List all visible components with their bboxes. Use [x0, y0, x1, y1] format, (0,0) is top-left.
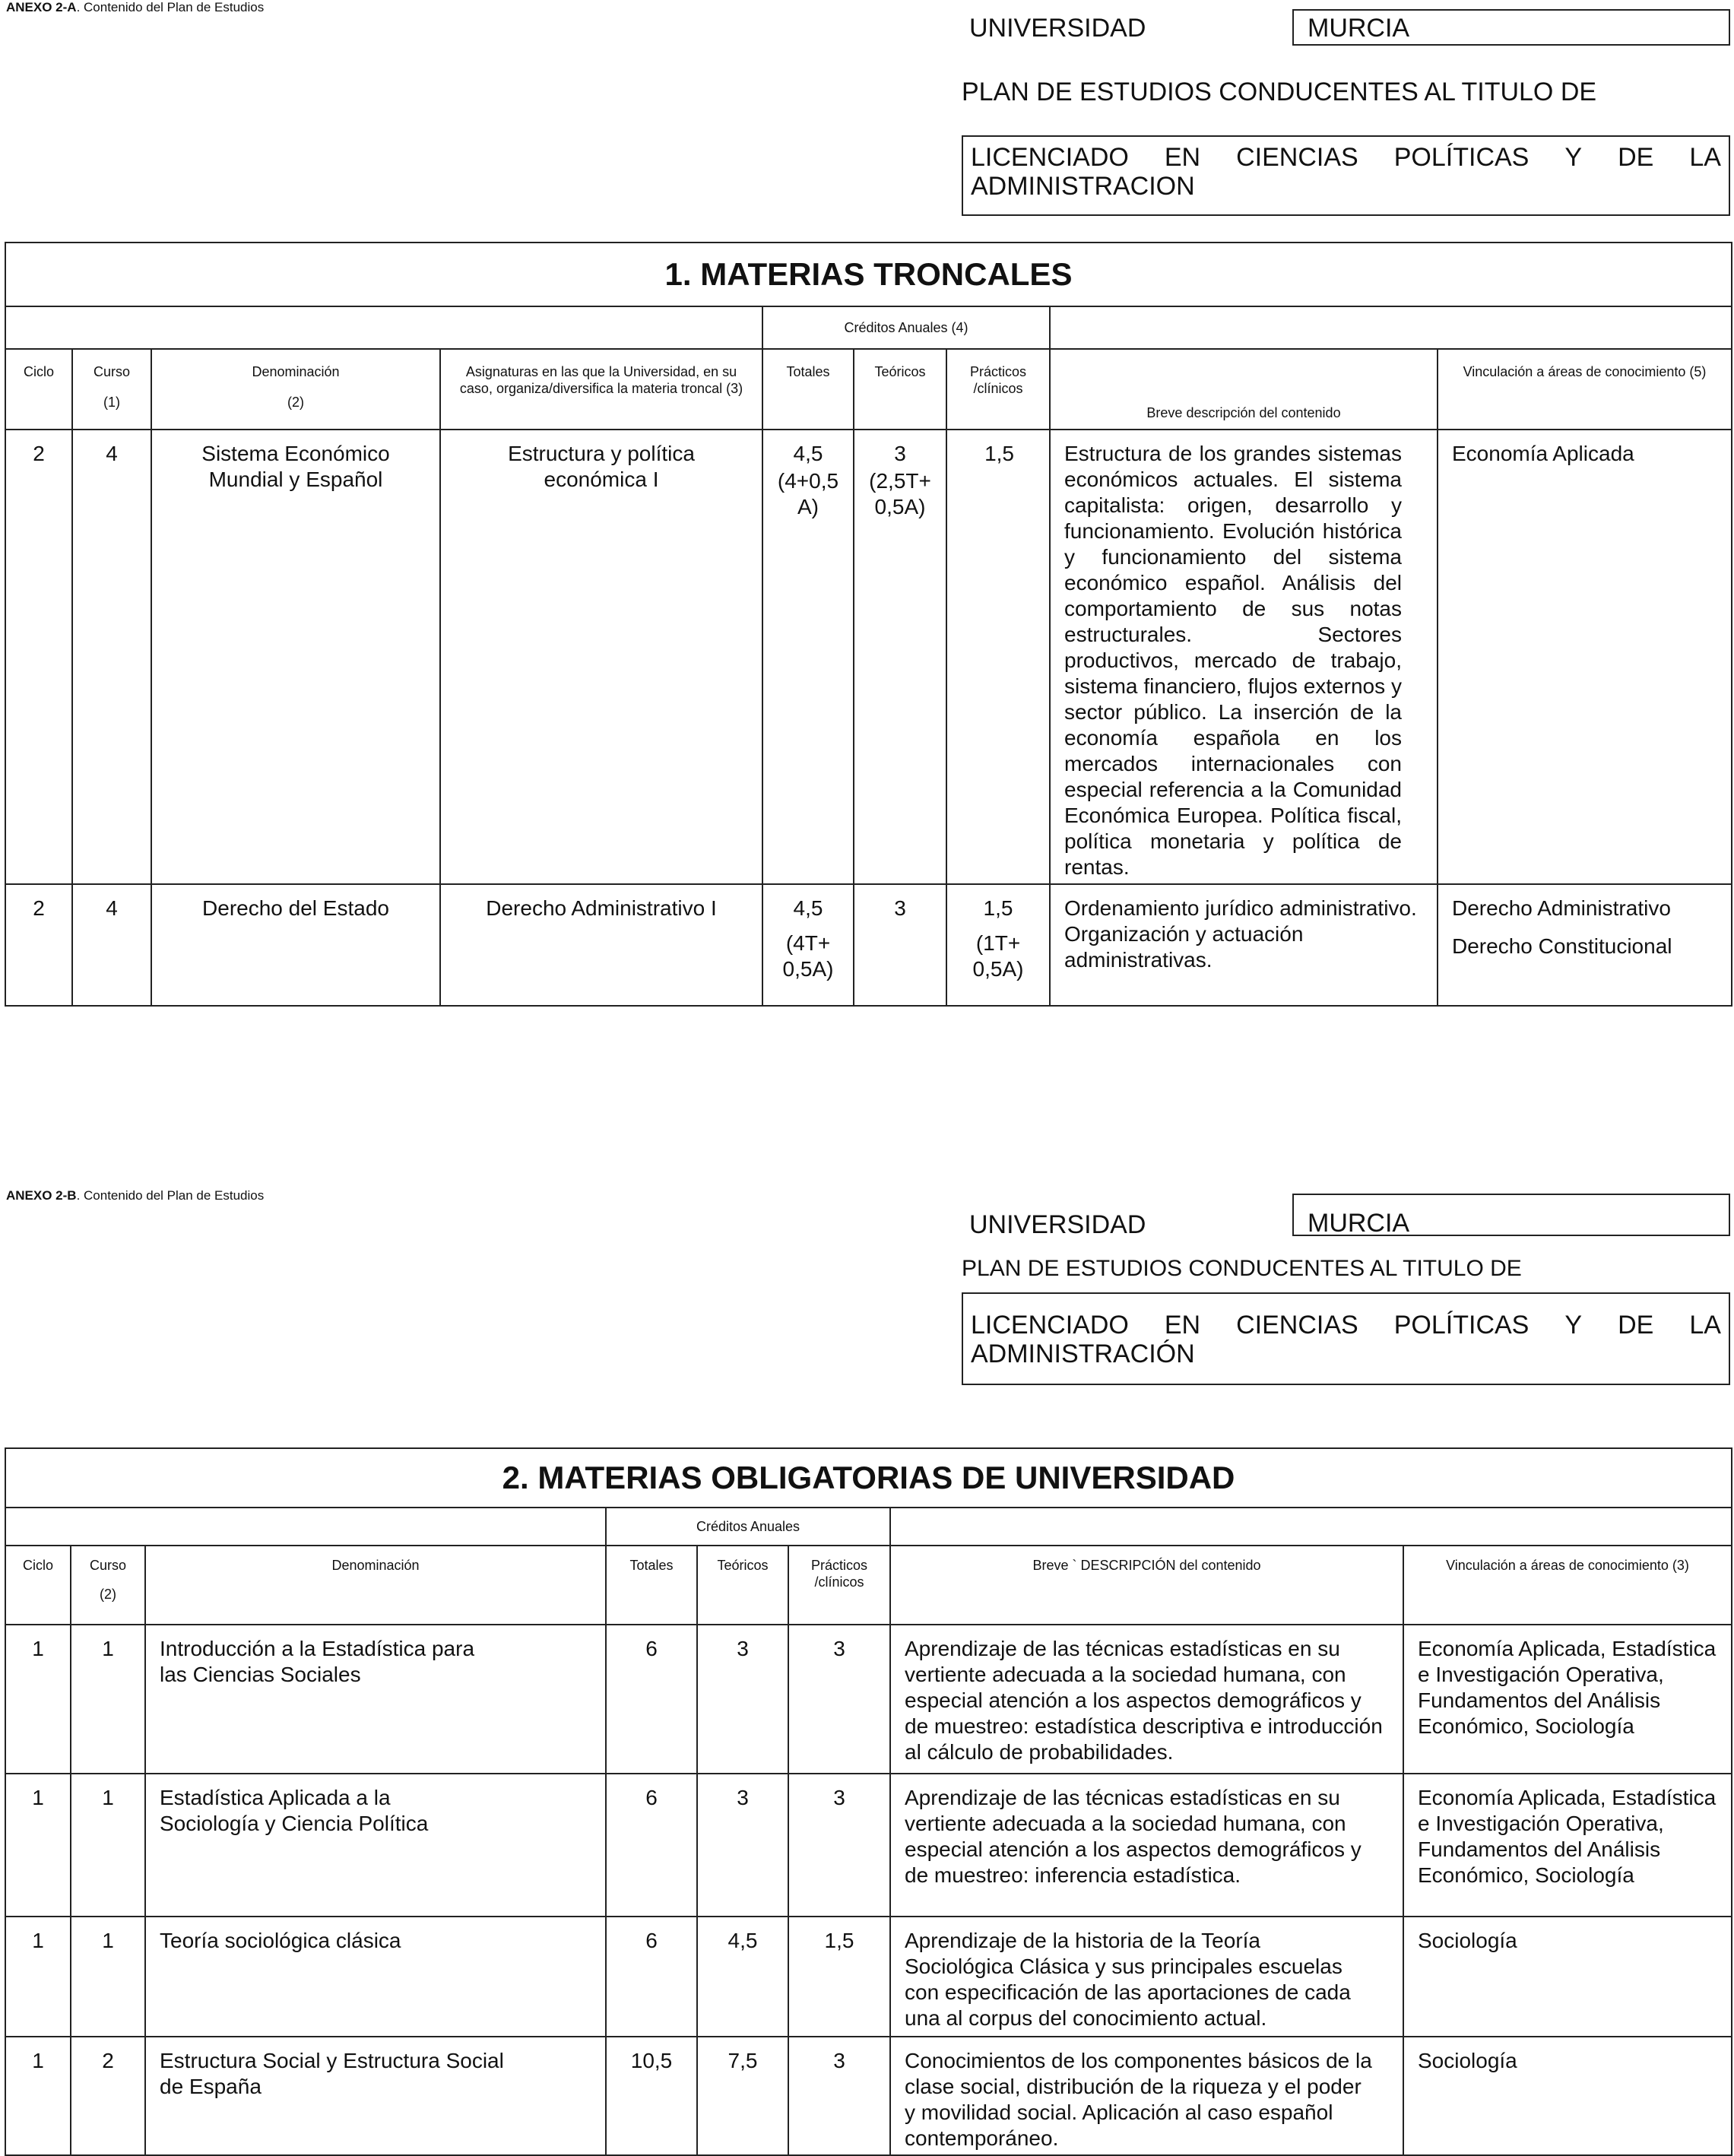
creditos-header: Créditos Anuales: [606, 1508, 890, 1546]
cell-ciclo: 1: [5, 1774, 71, 1917]
header-descripcion: Breve descripción del contenido: [1050, 349, 1438, 430]
header-practicos: Prácticos /clínicos: [788, 1546, 890, 1625]
cell-curso: 2: [71, 2037, 145, 2155]
titulo-word: LA: [1689, 143, 1721, 172]
cell-denominacion: Estructura Social y Estructura Social de España: [145, 2037, 606, 2155]
titulo-word: CIENCIAS: [1236, 143, 1358, 172]
table-row: [5, 430, 1732, 884]
cell-denominacion: Estadística Aplicada a la Sociología y Ciencia Política: [145, 1774, 606, 1917]
cell-denominacion: Sistema Económico Mundial y Español: [151, 430, 440, 884]
table-row: [5, 2037, 1732, 2155]
titulo-word: Y: [1564, 1311, 1583, 1340]
cell-curso: 4: [72, 884, 151, 1006]
annex-b-sub: . Contenido del Plan de Estudios: [76, 1188, 265, 1203]
header-curso-label: Curso: [93, 364, 130, 379]
header-asignaturas: Asignaturas en las que la Universidad, en su caso, organiza/diversifica la materia troncal (3): [440, 349, 762, 430]
cell-curso: 1: [71, 1917, 145, 2037]
cell-teoricos: [854, 430, 946, 884]
cell-practicos: 3: [788, 1625, 890, 1774]
cell-denominacion: Derecho del Estado: [151, 884, 440, 1006]
titulo-box-a: [962, 135, 1730, 216]
cell-teoricos: 3: [697, 1625, 788, 1774]
annex-a-label: ANEXO 2-A: [6, 0, 77, 14]
cell-practicos: 3: [788, 1774, 890, 1917]
cell-curso: 1: [71, 1625, 145, 1774]
annex-a-caption: [6, 0, 264, 15]
universidad-value-box-a: [1292, 9, 1730, 46]
titulo-word: LICENCIADO: [971, 143, 1129, 172]
totales-note: (4T+ 0,5A): [782, 931, 834, 981]
universidad-value-b: MURCIA: [1308, 1209, 1410, 1238]
cell-totales: [762, 884, 854, 1006]
section-title-obligatorias: 2. MATERIAS OBLIGATORIAS DE UNIVERSIDAD: [5, 1448, 1732, 1508]
titulo-word: EN: [1164, 1311, 1201, 1340]
header-curso: [72, 349, 151, 430]
header-spacer: [5, 306, 762, 349]
header-ciclo: Ciclo: [5, 1546, 71, 1625]
header-teoricos: Teóricos: [854, 349, 946, 430]
cell-vinculacion: [1438, 884, 1732, 1006]
header-vinculacion: Vinculación a áreas de conocimiento (3): [1403, 1546, 1732, 1625]
cell-ciclo: 1: [5, 1917, 71, 2037]
materias-troncales-table: [5, 242, 1732, 1007]
cell-descripcion: Estructura de los grandes sistemas económicos actuales. El sistema capitalista: origen, desarrollo y funcionamiento. Evolución histórica y funcionamiento del sistema económico español. Análisis del comportamiento de sus notas estructurales. Sectores productivos, mercado de trabajo, sistema financiero, flujos externos y sector público. La inserción de la economía española en los mercados internacionales con especial referencia a la Comunidad Económica Europea. Política fiscal, política monetaria y política de rentas.: [1050, 430, 1438, 884]
annex-b-label: ANEXO 2-B: [6, 1188, 77, 1203]
titulo-word: CIENCIAS: [1236, 1311, 1358, 1340]
titulo-line1-a: [971, 143, 1721, 172]
header-practicos: Prácticos /clínicos: [946, 349, 1050, 430]
cell-denominacion: Teoría sociológica clásica: [145, 1917, 606, 2037]
cell-totales: 10,5: [606, 2037, 697, 2155]
cell-ciclo: 1: [5, 1625, 71, 1774]
table-row: [5, 1774, 1732, 1917]
cell-asignaturas: Estructura y política económica I: [440, 430, 762, 884]
cell-practicos: 1,5: [788, 1917, 890, 2037]
universidad-value-a: MURCIA: [1308, 14, 1410, 43]
cell-vinculacion: Economía Aplicada, Estadística e Investigación Operativa, Fundamentos del Análisis Económico, Sociología: [1403, 1625, 1732, 1774]
titulo-box-b: [962, 1292, 1730, 1385]
totales-value: 4,5: [793, 442, 823, 465]
header-teoricos: Teóricos: [697, 1546, 788, 1625]
header-curso: [71, 1546, 145, 1625]
cell-ciclo: 2: [5, 430, 72, 884]
cell-ciclo: 2: [5, 884, 72, 1006]
header-curso-note: (1): [103, 395, 120, 410]
cell-vinculacion: Sociología: [1403, 2037, 1732, 2155]
teoricos-value: 3: [894, 442, 906, 465]
cell-descripcion: Aprendizaje de la historia de la Teoría Sociológica Clásica y sus principales escuelas con especificación de las aportaciones de cada una al corpus del conocimiento actual.: [890, 1917, 1403, 2037]
universidad-label-a: UNIVERSIDAD: [969, 14, 1146, 43]
cell-teoricos: 3: [854, 884, 946, 1006]
cell-descripcion: Conocimientos de los componentes básicos de la clase social, distribución de la riqueza y el poder y movilidad social. Aplicación al caso español contemporáneo.: [890, 2037, 1403, 2155]
vinculacion-item: Derecho Constitucional: [1452, 934, 1672, 958]
header-ciclo: Ciclo: [5, 349, 72, 430]
totales-value: 4,5: [793, 896, 823, 920]
table-row: [5, 884, 1732, 1006]
totales-note: (4+0,5 A): [777, 469, 839, 518]
teoricos-note: (2,5T+ 0,5A): [869, 469, 931, 518]
header-curso-label: Curso: [89, 1558, 126, 1573]
titulo-word: LA: [1689, 1311, 1721, 1340]
header-denominacion-label: Denominación: [252, 364, 340, 379]
titulo-word: LICENCIADO: [971, 1311, 1129, 1340]
titulo-line1-b: [971, 1311, 1721, 1340]
materias-obligatorias-table: [5, 1447, 1732, 2156]
titulo-word: DE: [1618, 143, 1654, 172]
vinculacion-item: Derecho Administrativo: [1452, 896, 1671, 920]
header-spacer: [5, 1508, 606, 1546]
creditos-header: Créditos Anuales (4): [762, 306, 1050, 349]
titulo-line2-a: ADMINISTRACION: [971, 172, 1195, 201]
plan-label-a: PLAN DE ESTUDIOS CONDUCENTES AL TITULO DE: [962, 78, 1597, 106]
header-spacer: [1050, 306, 1732, 349]
cell-teoricos: 3: [697, 1774, 788, 1917]
cell-totales: 6: [606, 1774, 697, 1917]
universidad-value-box-b: [1292, 1194, 1730, 1236]
cell-descripcion: Ordenamiento jurídico administrativo. Organización y actuación administrativas.: [1050, 884, 1438, 1006]
header-spacer: [890, 1508, 1732, 1546]
cell-practicos: 3: [788, 2037, 890, 2155]
annex-a-sub: . Contenido del Plan de Estudios: [76, 0, 265, 14]
cell-descripcion: Aprendizaje de las técnicas estadísticas en su vertiente adecuada a la sociedad humana, con especial atención a los aspectos demográficos y de muestreo: inferencia estadística.: [890, 1774, 1403, 1917]
titulo-word: EN: [1164, 143, 1201, 172]
practicos-note: (1T+ 0,5A): [972, 931, 1024, 981]
cell-vinculacion: Sociología: [1403, 1917, 1732, 2037]
titulo-line2-b: ADMINISTRACIÓN: [971, 1340, 1195, 1368]
universidad-label-b: UNIVERSIDAD: [969, 1210, 1146, 1239]
cell-vinculacion: Economía Aplicada: [1438, 430, 1732, 884]
header-descripcion: Breve ` DESCRIPCIÓN del contenido: [890, 1546, 1403, 1625]
titulo-word: DE: [1618, 1311, 1654, 1340]
cell-curso: 1: [71, 1774, 145, 1917]
header-vinculacion: Vinculación a áreas de conocimiento (5): [1438, 349, 1732, 430]
titulo-word: Y: [1564, 143, 1583, 172]
header-totales: Totales: [762, 349, 854, 430]
titulo-word: POLÍTICAS: [1393, 143, 1530, 172]
header-denominacion: Denominación: [145, 1546, 606, 1625]
practicos-value: 1,5: [983, 896, 1013, 920]
annex-b-caption: [6, 1188, 264, 1203]
cell-totales: [762, 430, 854, 884]
header-denominacion-note: (2): [287, 395, 304, 410]
cell-asignaturas: Derecho Administrativo I: [440, 884, 762, 1006]
table-row: [5, 1625, 1732, 1774]
cell-curso: 4: [72, 430, 151, 884]
cell-teoricos: 4,5: [697, 1917, 788, 2037]
section-title-troncales: 1. MATERIAS TRONCALES: [5, 243, 1732, 306]
cell-descripcion: Aprendizaje de las técnicas estadísticas en su vertiente adecuada a la sociedad humana, con especial atención a los aspectos demográficos y de muestreo: estadística descriptiva e introducción al cálculo de probabilidades.: [890, 1625, 1403, 1774]
cell-denominacion: Introducción a la Estadística para las Ciencias Sociales: [145, 1625, 606, 1774]
cell-totales: 6: [606, 1625, 697, 1774]
header-totales: Totales: [606, 1546, 697, 1625]
table-row: [5, 1917, 1732, 2037]
cell-ciclo: 1: [5, 2037, 71, 2155]
cell-practicos: [946, 884, 1050, 1006]
header-denominacion: [151, 349, 440, 430]
cell-teoricos: 7,5: [697, 2037, 788, 2155]
plan-label-b: PLAN DE ESTUDIOS CONDUCENTES AL TITULO DE: [962, 1256, 1522, 1281]
header-curso-note: (2): [100, 1587, 116, 1602]
titulo-word: POLÍTICAS: [1393, 1311, 1530, 1340]
cell-practicos: 1,5: [946, 430, 1050, 884]
cell-vinculacion: Economía Aplicada, Estadística e Investigación Operativa, Fundamentos del Análisis Económico, Sociología: [1403, 1774, 1732, 1917]
cell-totales: 6: [606, 1917, 697, 2037]
